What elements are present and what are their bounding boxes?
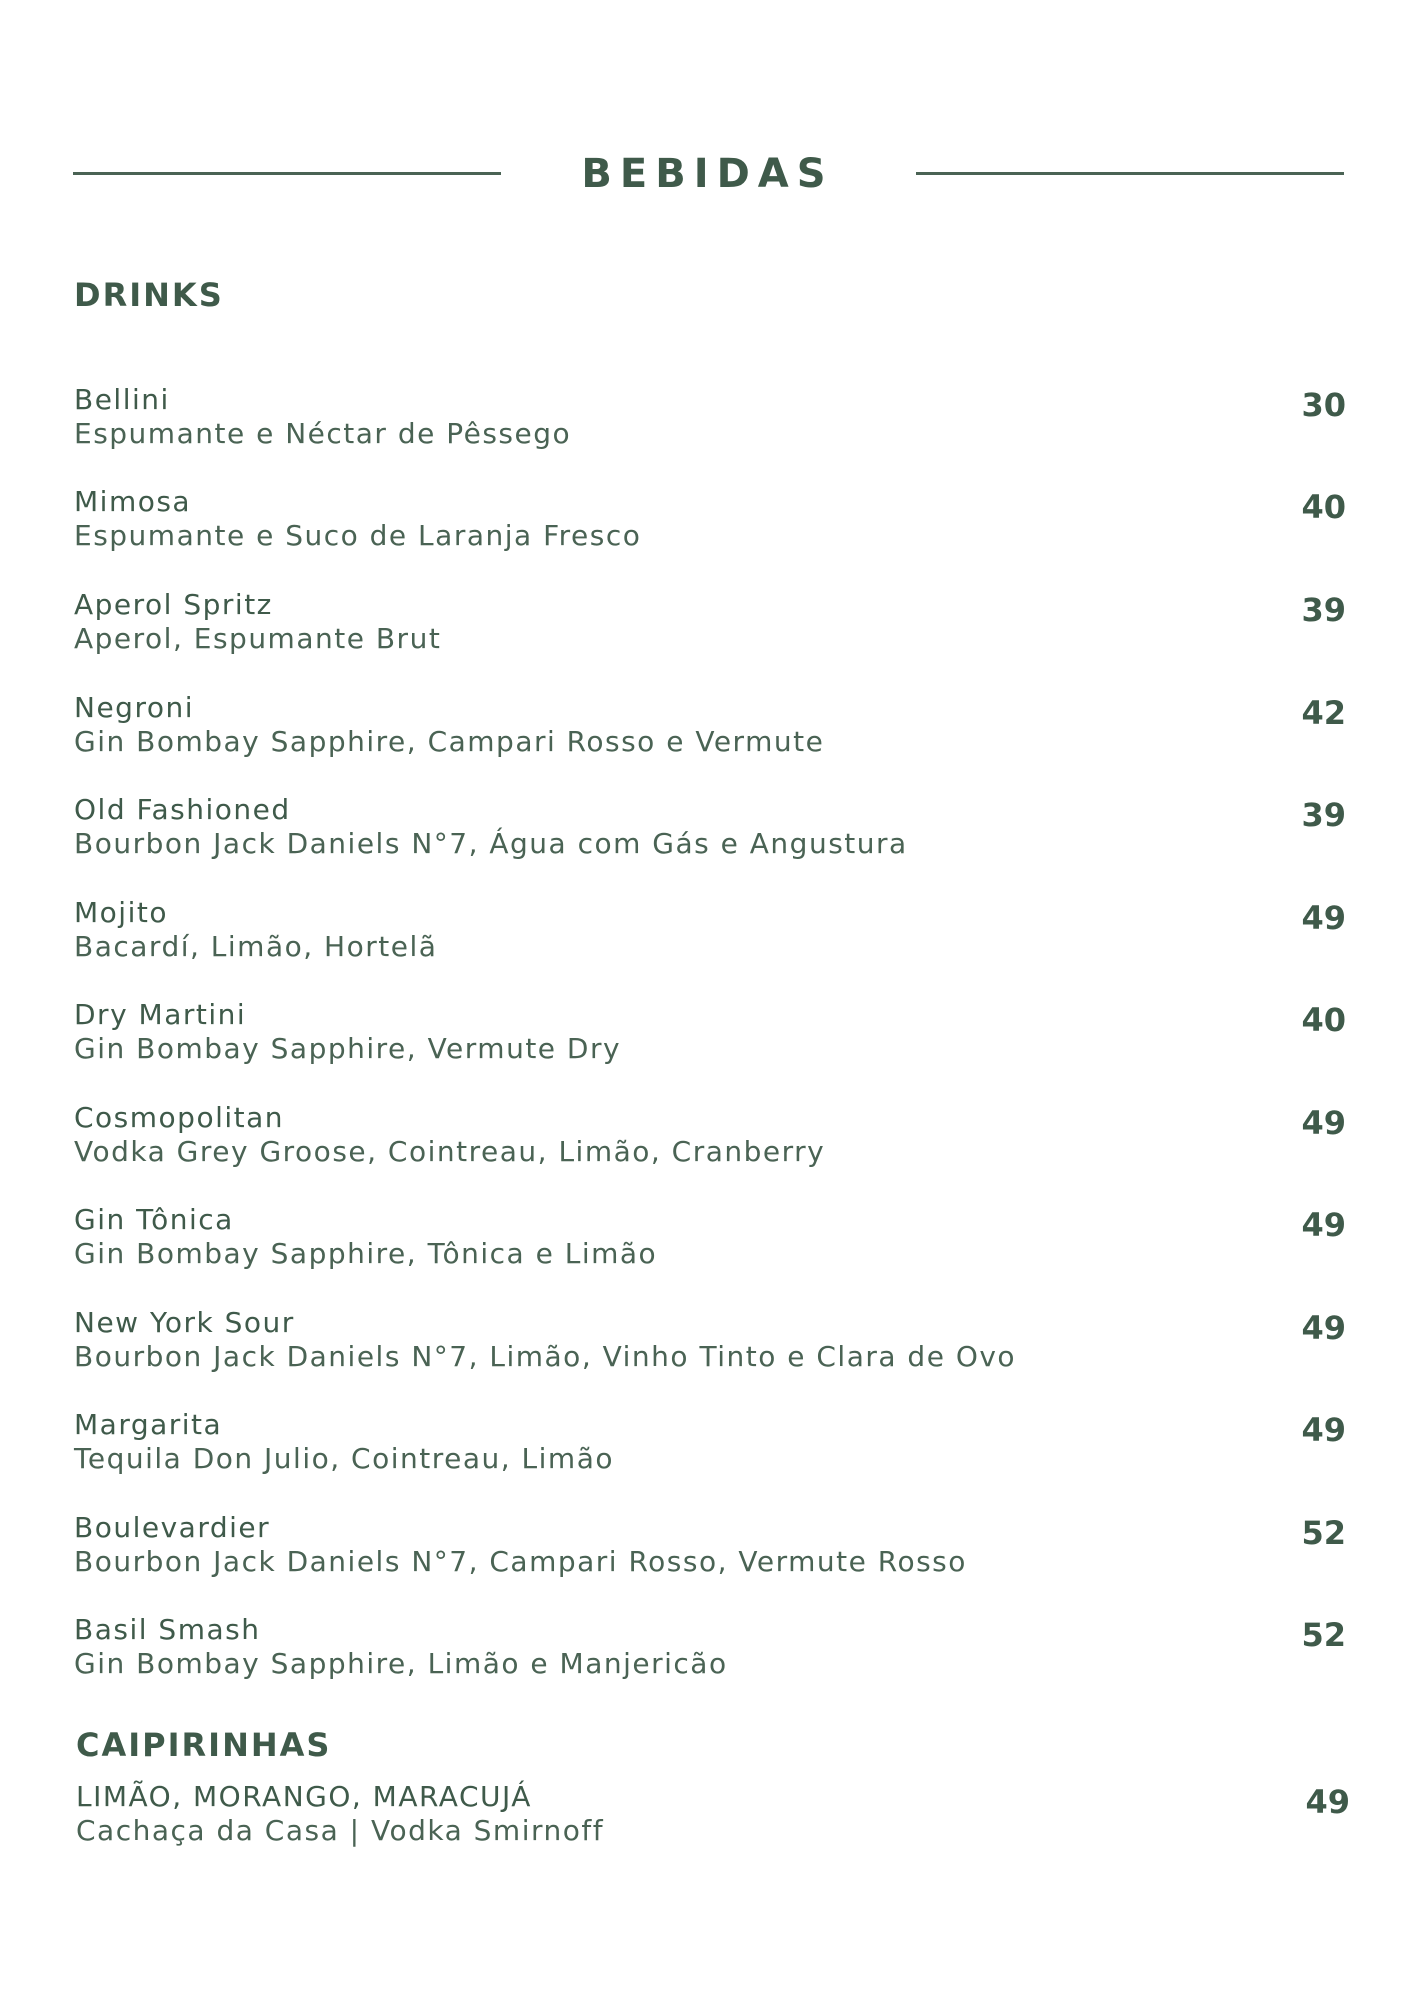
item-name: Mimosa xyxy=(74,485,192,518)
item-description: Vodka Grey Groose, Cointreau, Limão, Cranberry xyxy=(74,1135,826,1168)
item-description: Bourbon Jack Daniels N°7, Campari Rosso, Vermute Rosso xyxy=(74,1545,967,1578)
menu-item xyxy=(74,998,1346,1078)
item-description: Gin Bombay Sapphire, Campari Rosso e Vermute xyxy=(74,725,825,758)
menu-item xyxy=(74,1613,1346,1693)
item-description: Tequila Don Julio, Cointreau, Limão xyxy=(74,1442,614,1475)
menu-item xyxy=(74,485,1346,565)
menu-item xyxy=(74,1408,1346,1488)
item-description: Gin Bombay Sapphire, Limão e Manjericão xyxy=(74,1647,728,1680)
item-description: Bourbon Jack Daniels N°7, Água com Gás e Angustura xyxy=(74,827,908,860)
item-name: New York Sour xyxy=(74,1306,295,1339)
item-description: Bacardí, Limão, Hortelã xyxy=(74,930,438,963)
item-name: Mojito xyxy=(74,896,168,929)
item-description: Bourbon Jack Daniels N°7, Limão, Vinho Tinto e Clara de Ovo xyxy=(74,1340,1017,1373)
item-price: 52 xyxy=(1301,1616,1346,1654)
item-name: Bellini xyxy=(74,383,170,416)
menu-item xyxy=(74,588,1346,668)
item-price: 40 xyxy=(1301,1001,1346,1039)
item-price: 30 xyxy=(1301,386,1346,424)
item-price: 49 xyxy=(1301,1104,1346,1142)
menu-item xyxy=(76,1780,1350,1860)
item-name: Basil Smash xyxy=(74,1613,261,1646)
section-heading-drinks: DRINKS xyxy=(74,276,224,314)
item-name: Aperol Spritz xyxy=(74,588,273,621)
item-name: Old Fashioned xyxy=(74,793,291,826)
item-description: Espumante e Suco de Laranja Fresco xyxy=(74,519,642,552)
item-price: 49 xyxy=(1301,1309,1346,1347)
item-name: Negroni xyxy=(74,691,194,724)
menu-item xyxy=(74,793,1346,873)
item-price: 49 xyxy=(1301,899,1346,937)
menu-item xyxy=(74,1203,1346,1283)
title-rule-right xyxy=(916,172,1344,175)
menu-item xyxy=(74,1101,1346,1181)
item-description: Cachaça da Casa | Vodka Smirnoff xyxy=(76,1814,605,1847)
section-heading-caipirinhas: CAIPIRINHAS xyxy=(76,1726,332,1764)
item-name: Margarita xyxy=(74,1408,223,1441)
item-description: Espumante e Néctar de Pêssego xyxy=(74,417,572,450)
item-description: Gin Bombay Sapphire, Tônica e Limão xyxy=(74,1237,658,1270)
menu-item xyxy=(74,383,1346,463)
item-name: LIMÃO, MORANGO, MARACUJÁ xyxy=(76,1780,532,1813)
item-price: 49 xyxy=(1305,1783,1350,1821)
item-name: Gin Tônica xyxy=(74,1203,234,1236)
menu-item xyxy=(74,691,1346,771)
item-price: 52 xyxy=(1301,1514,1346,1552)
item-description: Gin Bombay Sapphire, Vermute Dry xyxy=(74,1032,622,1065)
menu-item xyxy=(74,1511,1346,1591)
menu-item xyxy=(74,1306,1346,1386)
item-price: 39 xyxy=(1301,591,1346,629)
item-name: Boulevardier xyxy=(74,1511,271,1544)
item-description: Aperol, Espumante Brut xyxy=(74,622,442,655)
item-price: 40 xyxy=(1301,488,1346,526)
item-name: Dry Martini xyxy=(74,998,247,1031)
page-title: BEBIDAS xyxy=(581,151,834,197)
item-price: 42 xyxy=(1301,694,1346,732)
menu-item xyxy=(74,896,1346,976)
item-price: 49 xyxy=(1301,1206,1346,1244)
item-price: 49 xyxy=(1301,1411,1346,1449)
item-price: 39 xyxy=(1301,796,1346,834)
item-name: Cosmopolitan xyxy=(74,1101,285,1134)
